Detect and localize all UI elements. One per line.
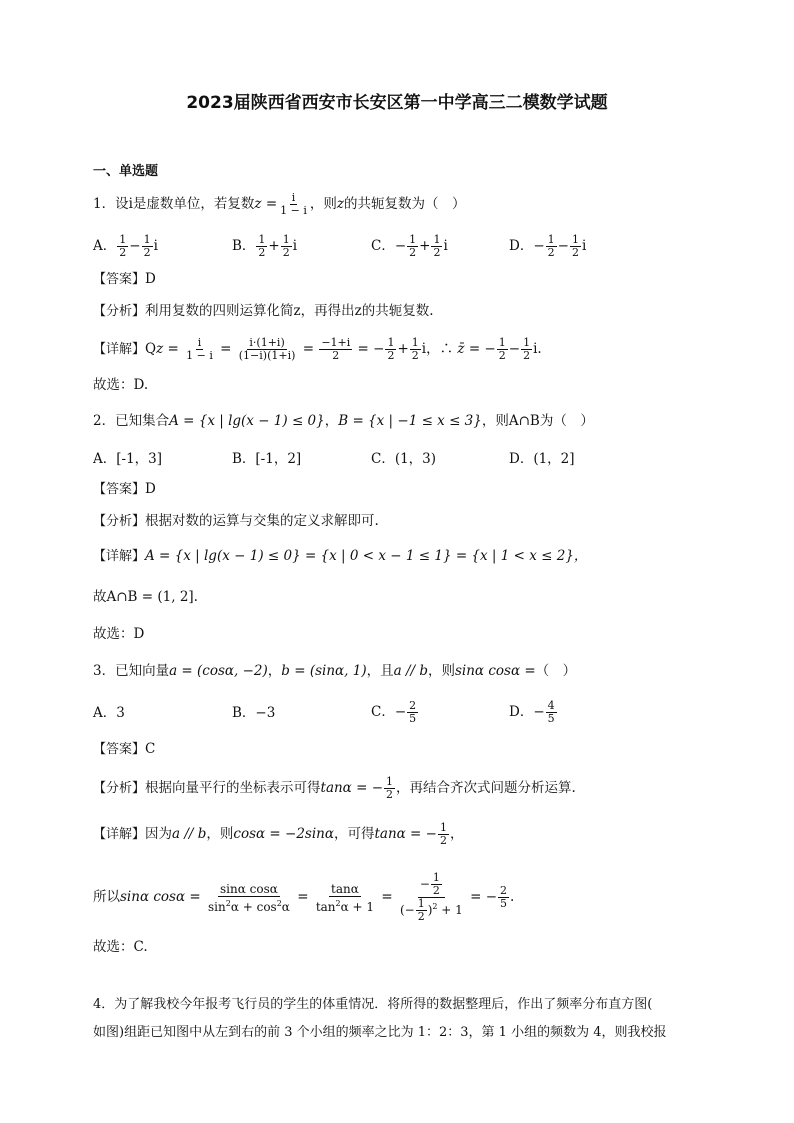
q1-text-d: 的共轭复数为（ ） <box>344 196 466 212</box>
q3-answer: 【答案】C <box>93 741 156 757</box>
q2-answer: 【答案】D <box>93 481 156 497</box>
q2-option-c[interactable]: C．(1，3) <box>371 451 437 467</box>
question-3-stem: 3．已知向量a = (cosα, −2)，b = (sinα, 1)，且a // b，则sinα cosα =（ ） <box>93 663 577 679</box>
q3-option-d[interactable]: D．− $\frac{4}{5}$ <box>509 699 555 725</box>
q3-vec-a: a = (cosα, −2) <box>169 663 268 679</box>
question-4-line-2: 如图)组距已知图中从左到右的前 3 个小组的频率之比为 1：2：3，第 1 小组的频数为 4，则我校报 <box>93 1025 667 1040</box>
section-heading: 一、单选题 <box>93 164 159 179</box>
question-2-stem: 2．已知集合A = {x | lg(x − 1) ≤ 0}，B = {x | −1 ≤ x ≤ 3}，则A∩B为（ ） <box>93 413 594 429</box>
q3-option-c[interactable]: C．− $\frac{2}{5}$ <box>371 699 417 725</box>
q1-text: 1．设i是虚数单位，若复数 <box>93 196 255 212</box>
q2-detail: 【详解】A = {x | lg(x − 1) ≤ 0} = {x | 0 < x − 1 ≤ 1} = {x | 1 < x ≤ 2}， <box>93 548 588 564</box>
q1-analysis: 【分析】利用复数的四则运算化简z，再得出z的共轭复数. <box>93 303 434 319</box>
q3-option-b[interactable]: B．−3 <box>232 705 276 721</box>
q1-z2: z <box>336 196 344 212</box>
q3-conclusion: 故选：C. <box>93 939 148 955</box>
q1-option-c[interactable]: C．− $\frac{1}{2}$ + $\frac{1}{2}$ i <box>371 233 448 259</box>
question-4-line-1: 4．为了解我校今年报考飞行员的学生的体重情况．将所得的数据整理后，作出了频率分布直方图( <box>93 997 653 1012</box>
q3-vec-b: b = (sinα, 1) <box>281 663 367 679</box>
q1-z: z = <box>254 196 278 212</box>
q1-conclusion: 故选：D. <box>93 377 149 393</box>
q1-fraction: $\frac{i}{1 - i}$ <box>280 191 307 217</box>
page-title: 2023届陕西省西安市长安区第一中学高三二模数学试题 <box>186 93 608 113</box>
q2-option-a[interactable]: A．[-1，3] <box>93 451 163 467</box>
q3-detail: 【详解】因为a // b，则cosα = −2sinα，可得tanα = − $\frac{1}{2}$ ， <box>93 821 464 847</box>
q2-option-b[interactable]: B．[-1，2] <box>232 451 302 467</box>
question-1-stem <box>93 192 466 217</box>
q1-answer: 【答案】D <box>93 271 156 287</box>
q1-option-b[interactable]: B． $\frac{1}{2}$ + $\frac{1}{2}$ i <box>232 233 298 259</box>
q1-detail: 【详解】Qz = $\frac{i}{1 - i}$ = $\frac{i\cdot(1+i)}{(1-i)(1+i)}$ = $\frac{-1+i}{2}$ = − $\frac{1}{2}$ + $\frac{1}{2}$ i，∴ z̄ = − $\frac{1}{2}$ − $\frac{1}{2}$ i. <box>93 336 542 362</box>
q1-text-b: ，则 <box>309 196 337 212</box>
q1-option-d[interactable]: D．− $\frac{1}{2}$ − $\frac{1}{2}$ i <box>509 233 587 259</box>
q2-set-b: B = {x | −1 ≤ x ≤ 3} <box>338 413 482 429</box>
q2-detail-2: 故A∩B = (1, 2]. <box>93 589 198 605</box>
q1-option-a[interactable]: A． $\frac{1}{2}$ − $\frac{1}{2}$ i <box>93 233 158 259</box>
q3-option-a[interactable]: A．3 <box>93 705 125 721</box>
q2-conclusion: 故选：D <box>93 626 145 642</box>
q3-derivation: 所以sinα cosα = $\frac{\text{sinα cosα}}{\sin^2\alpha + \cos^2\alpha}$ = $\frac{\tan\alpha}{\tan^2\alpha + 1}$ = − $\frac{1}{2}$ (− $\frac{1}{2}$ )$^2$ + 1 = − $\frac{2}{5}$ . <box>93 871 515 923</box>
q2-analysis: 【分析】根据对数的运算与交集的定义求解即可. <box>93 513 379 529</box>
q2-option-d[interactable]: D．(1，2] <box>509 451 575 467</box>
q2-set-a: A = {x | lg(x − 1) ≤ 0} <box>169 413 325 429</box>
q3-analysis: 【分析】根据向量平行的坐标表示可得tanα = − $\frac{1}{2}$ ，再结合齐次式问题分析运算. <box>93 775 576 801</box>
